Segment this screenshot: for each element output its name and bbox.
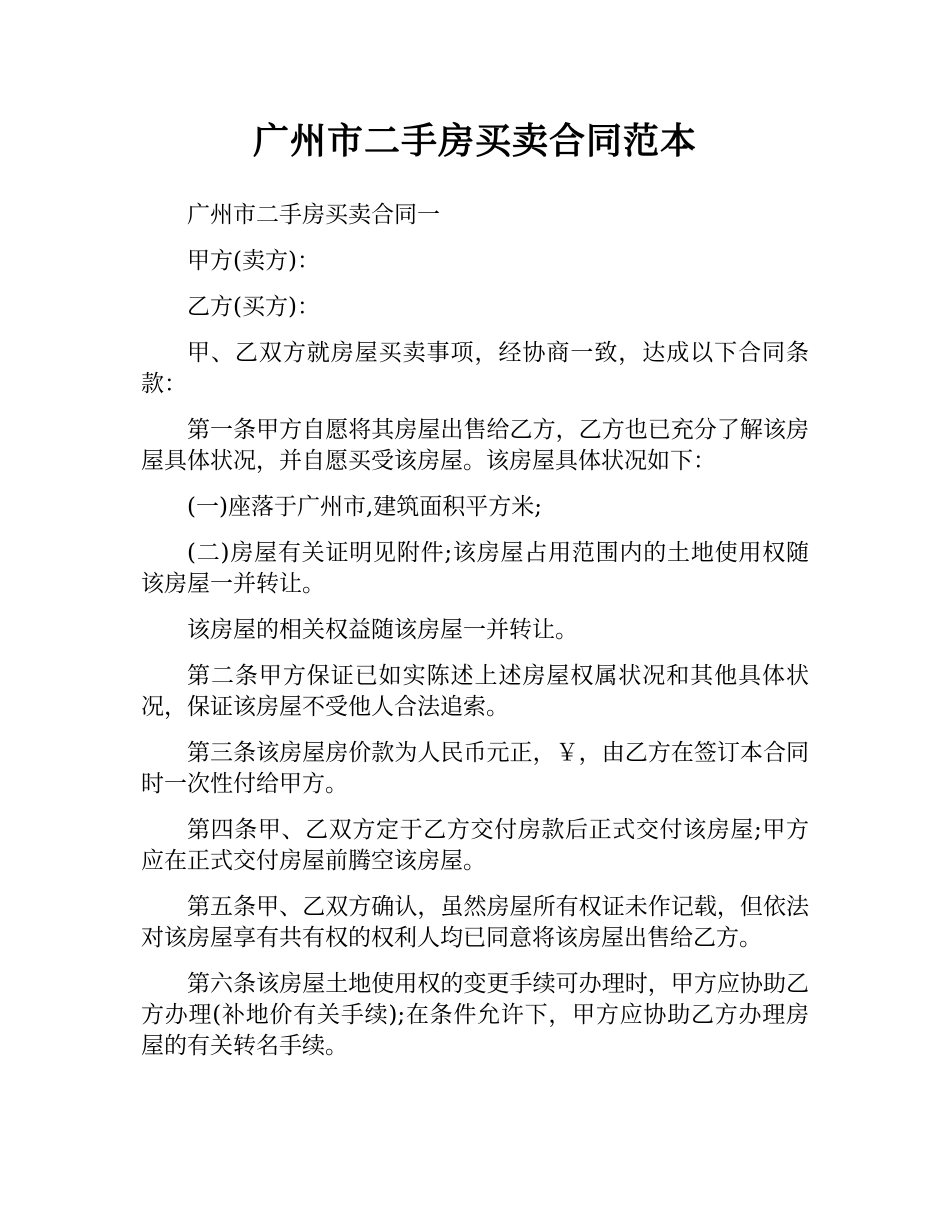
contract-heading-line: 广州市二手房买卖合同一	[187, 202, 440, 228]
article-1-item-2: (二)房屋有关证明见附件;该房屋占用范围内的土地使用权随该房屋一并转让。	[141, 540, 809, 597]
party-a-seller-line: 甲方(卖方)：	[187, 248, 320, 274]
article-2-paragraph: 第二条甲方保证已如实陈述上述房屋权属状况和其他具体状况，保证该房屋不受他人合法追索。	[141, 663, 809, 720]
party-b-buyer-line: 乙方(买方)：	[187, 294, 320, 320]
article-5-paragraph: 第五条甲、乙双方确认，虽然房屋所有权证未作记载，但依法对该房屋享有共有权的权利人均已同意将该房屋出售给乙方。	[141, 894, 809, 951]
document-body	[141, 200, 809, 1077]
article-1-item-1: (一)座落于广州市,建筑面积平方米;	[187, 494, 543, 520]
article-1-paragraph: 第一条甲方自愿将其房屋出售给乙方，乙方也已充分了解该房屋具体状况，并自愿买受该房屋。该房屋具体状况如下：	[141, 417, 809, 474]
document-title: 广州市二手房买卖合同范本	[252, 121, 697, 162]
preamble-paragraph: 甲、乙双方就房屋买卖事项，经协商一致，达成以下合同条款：	[141, 340, 809, 397]
article-6-paragraph: 第六条该房屋土地使用权的变更手续可办理时，甲方应协助乙方办理(补地价有关手续);在条件允许下，甲方应协助乙方办理房屋的有关转名手续。	[141, 971, 809, 1059]
article-4-paragraph: 第四条甲、乙双方定于乙方交付房款后正式交付该房屋;甲方应在正式交付房屋前腾空该房屋。	[141, 817, 809, 874]
rights-transfer-paragraph: 该房屋的相关权益随该房屋一并转让。	[187, 617, 578, 643]
article-3-paragraph: 第三条该房屋房价款为人民币元正，￥，由乙方在签订本合同时一次性付给甲方。	[141, 740, 809, 797]
